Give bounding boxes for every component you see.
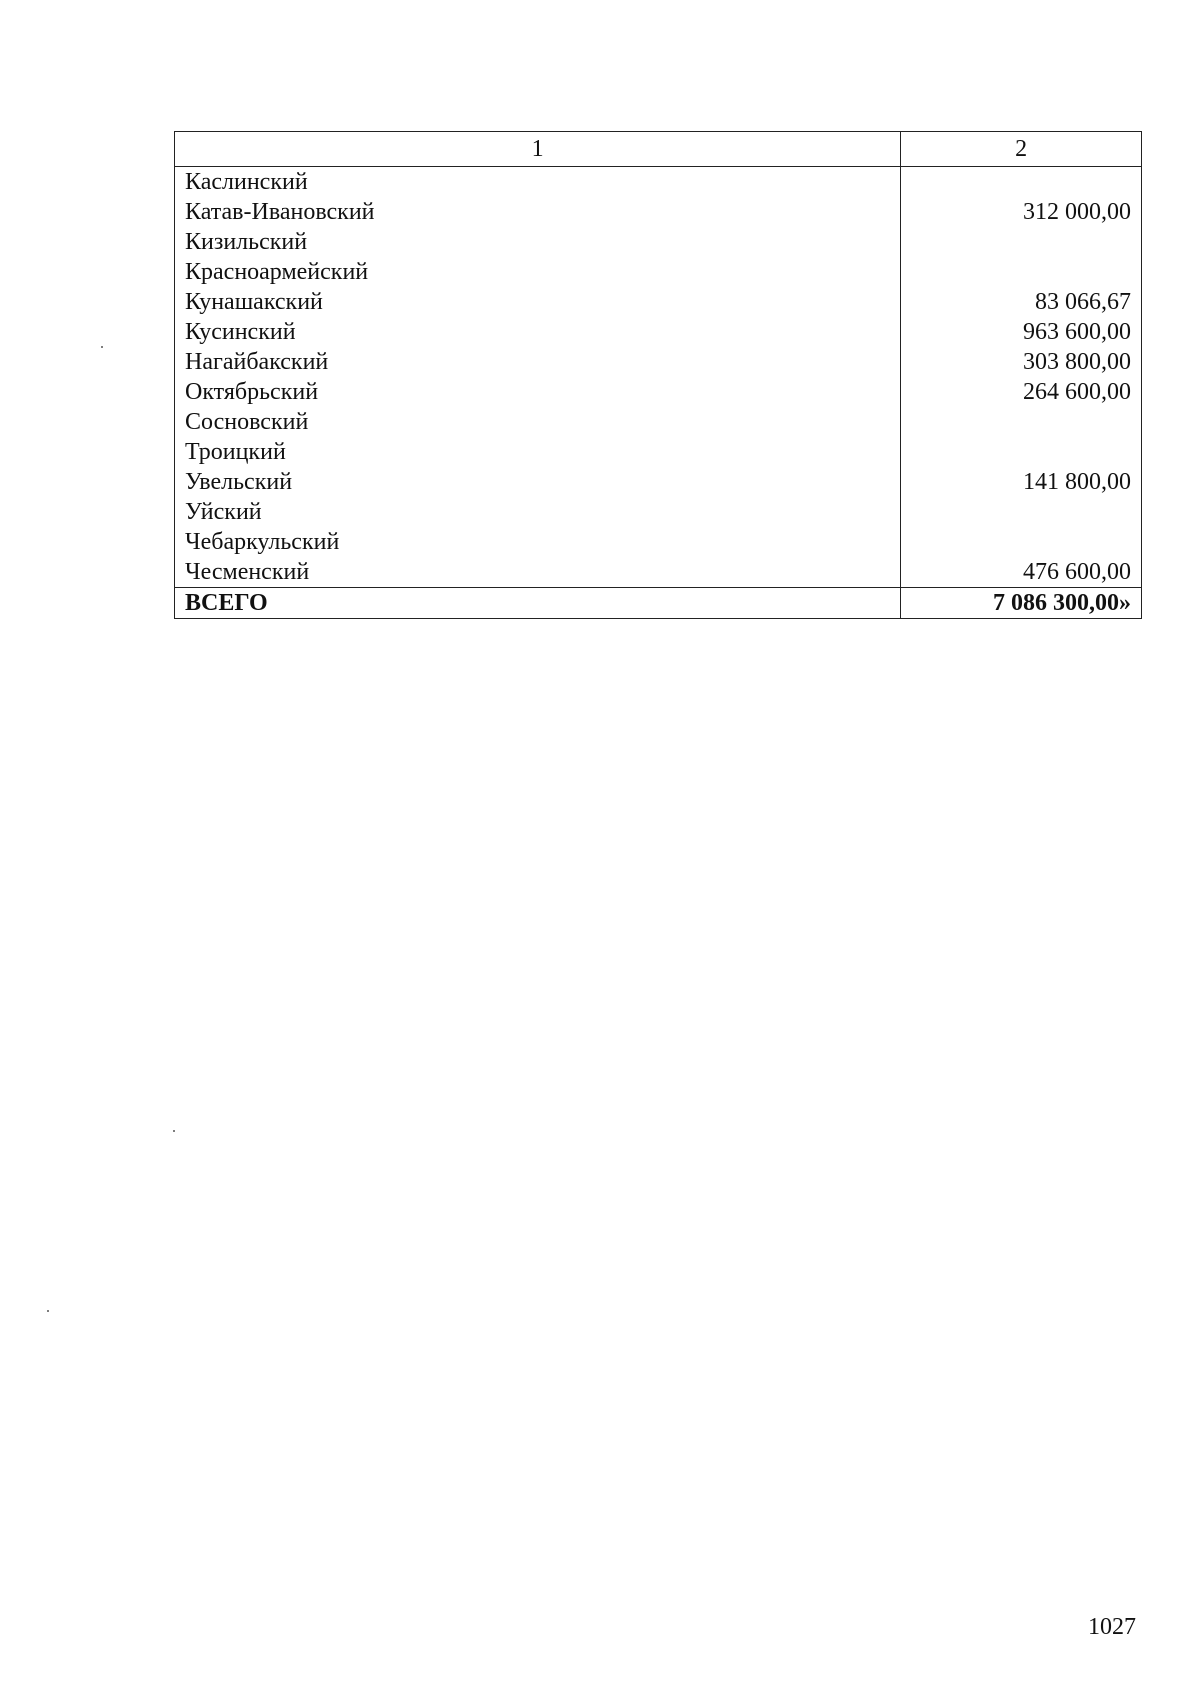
scan-speck — [101, 346, 103, 348]
district-value — [901, 257, 1131, 287]
district-value: 264 600,00 — [1023, 379, 1131, 405]
total-label: ВСЕГО — [175, 588, 901, 619]
district-value: 141 800,00 — [1023, 469, 1131, 495]
district-name: Увельский — [185, 469, 293, 495]
district-name: Троицкий — [185, 439, 286, 465]
district-names-cell — [175, 167, 901, 588]
table-header-row — [175, 132, 1142, 167]
district-name: Чесменский — [185, 559, 310, 585]
district-value: 963 600,00 — [1023, 319, 1131, 345]
total-value: 7 086 300,00» — [901, 588, 1142, 619]
scan-speck — [173, 1130, 175, 1132]
district-values-cell — [901, 167, 1142, 588]
scan-speck — [47, 1310, 49, 1312]
district-name: Кусинский — [185, 319, 296, 345]
district-value: 83 066,67 — [1035, 289, 1131, 315]
district-name: Катав-Ивановский — [185, 199, 375, 225]
district-name: Сосновский — [185, 409, 309, 435]
district-value — [901, 527, 1131, 557]
district-name: Чебаркульский — [185, 529, 340, 555]
column-header-2: 2 — [901, 132, 1142, 167]
district-name: Октябрьский — [185, 379, 319, 405]
district-value: 476 600,00 — [1023, 559, 1131, 585]
district-value — [901, 227, 1131, 257]
district-value — [901, 407, 1131, 437]
district-value: 303 800,00 — [1023, 349, 1131, 375]
district-value — [901, 497, 1131, 527]
district-name: Кизильский — [185, 229, 308, 255]
district-name: Кунашакский — [185, 289, 323, 315]
district-name: Каслинский — [185, 169, 308, 195]
column-header-1: 1 — [175, 132, 901, 167]
table-body — [175, 167, 1142, 588]
district-value: 312 000,00 — [1023, 199, 1131, 225]
total-row — [175, 588, 1142, 619]
page-number: 1027 — [1088, 1614, 1136, 1640]
district-value — [901, 167, 1131, 197]
district-name: Красноармейский — [185, 259, 369, 285]
district-name: Уйский — [185, 499, 262, 525]
district-name: Нагайбакский — [185, 349, 329, 375]
allocation-table — [174, 131, 1142, 619]
district-value — [901, 437, 1131, 467]
